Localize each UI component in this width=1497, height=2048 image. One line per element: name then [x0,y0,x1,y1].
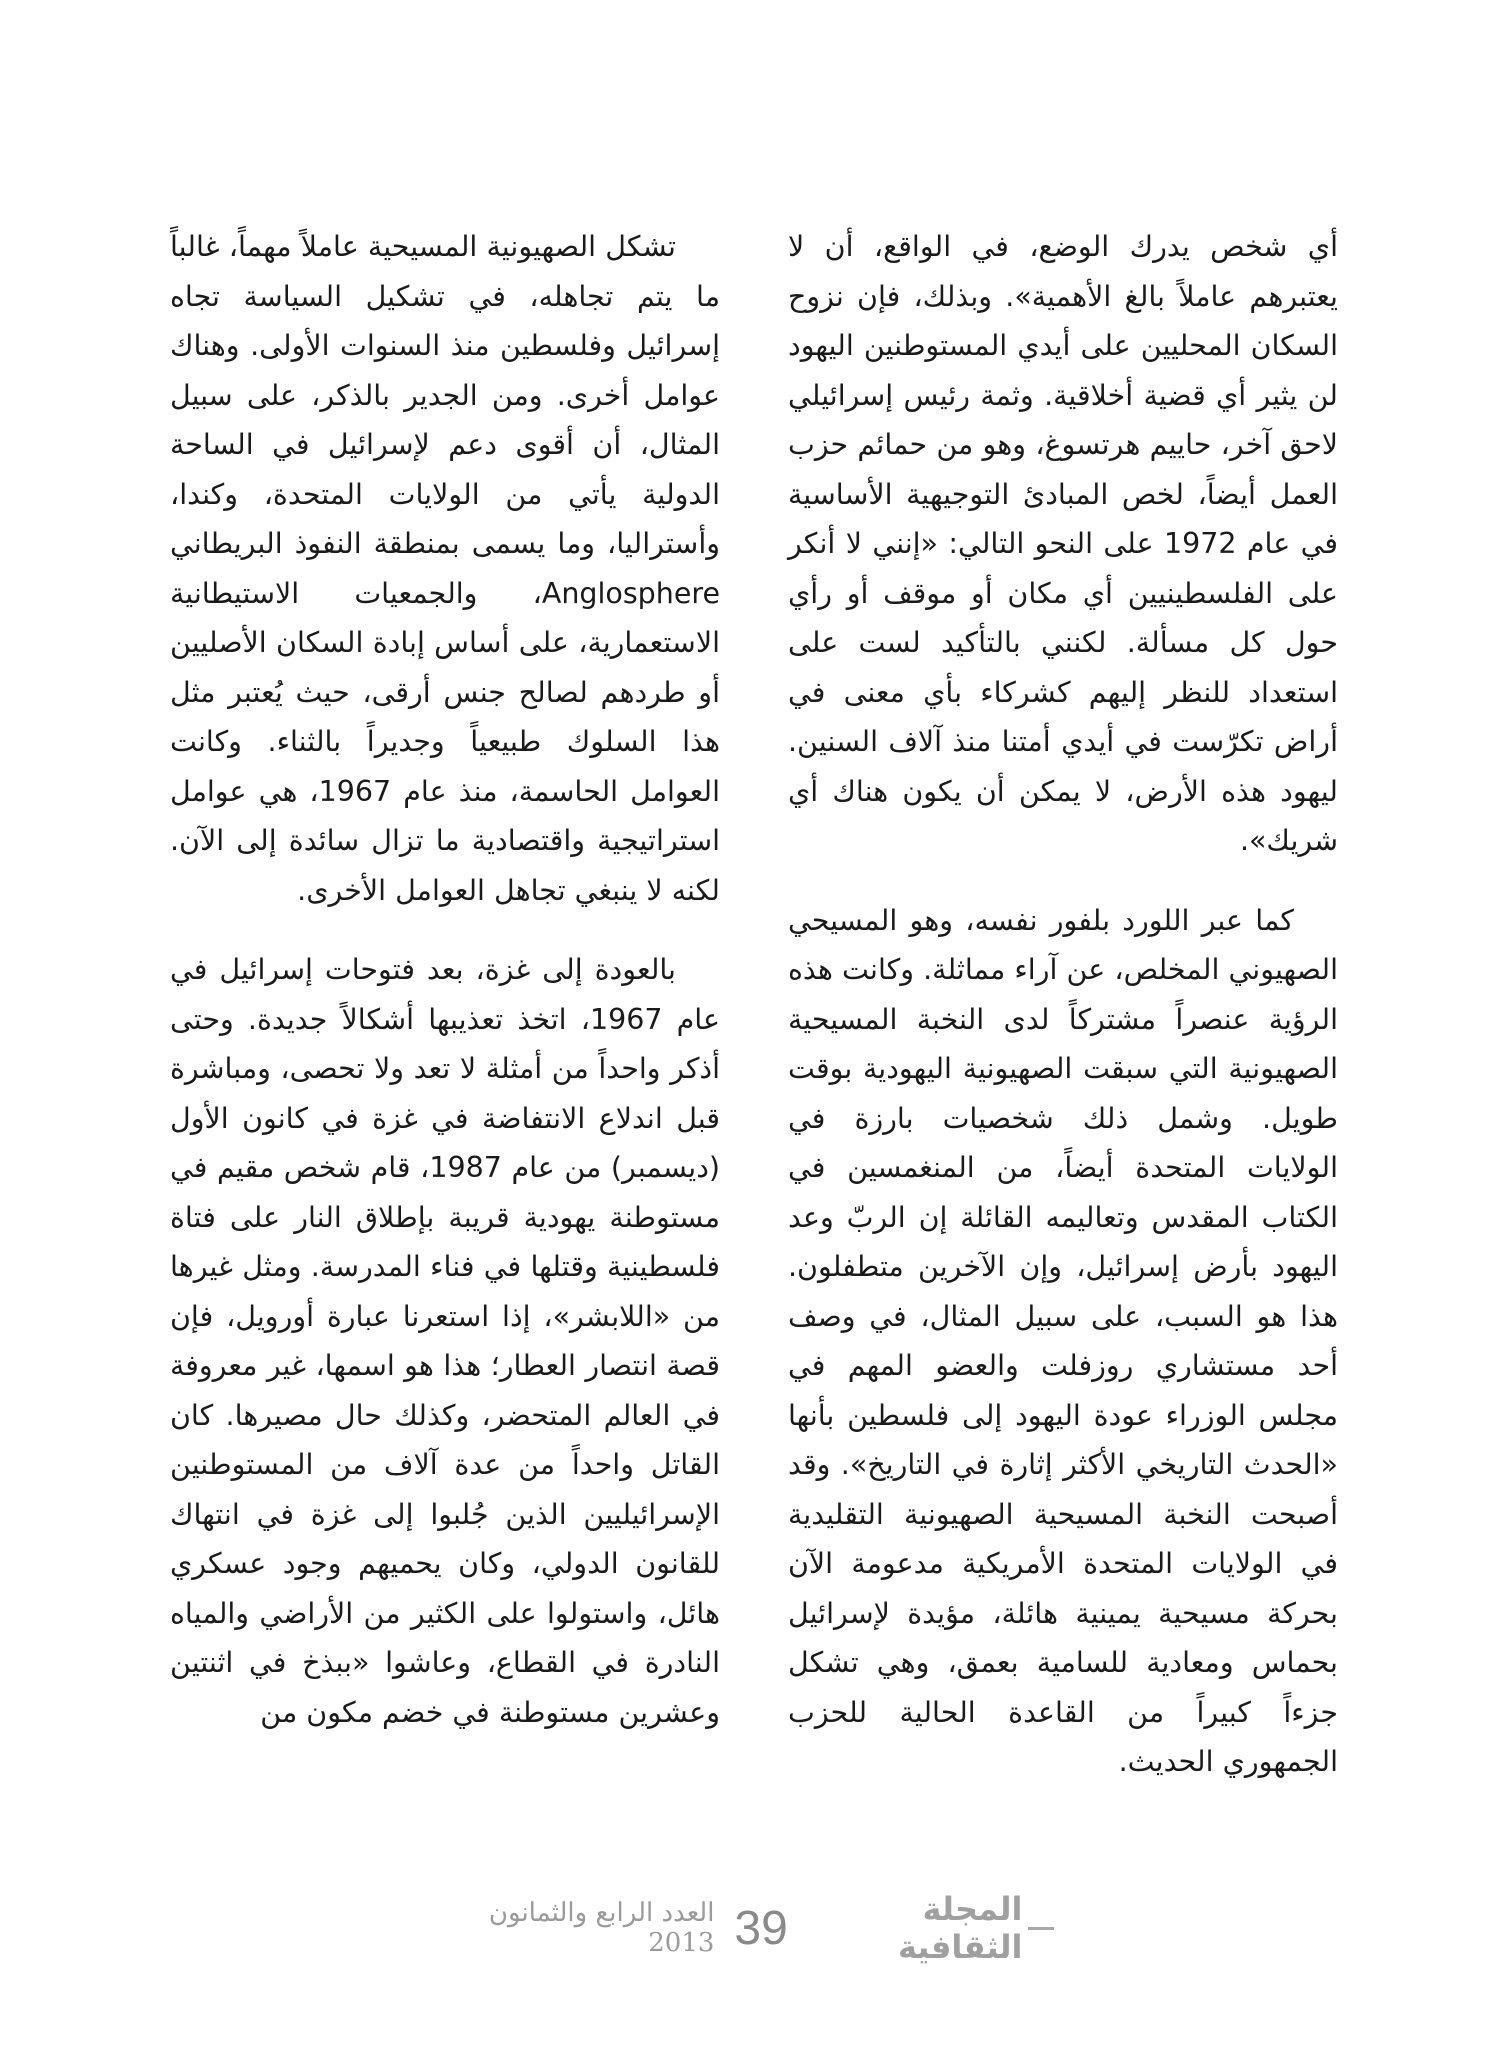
issue-label: العدد الرابع والثمانون 2013 [488,1898,715,1958]
magazine-logo [808,1890,1060,1966]
logo-bar-decoration [1028,1927,1054,1930]
text-column-right [788,222,1338,1787]
paragraph: بالعودة إلى غزة، بعد فتوحات إسرائيل في عام 1967، اتخذ تعذيبها أشكالاً جديدة. وحتى أذكر واحداً من أمثلة لا تعد ولا تحصى، ومباشرة قبل اندلاع الانتفاضة في غزة في كانون الأول (ديسمبر) من عام 1987، قام شخص مقيم في مستوطنة يهودية قريبة بإطلاق النار على فتاة فلسطينية وقتلها في فناء المدرسة. ومثل غيرها من «اللابشر»، إذا استعرنا عبارة أورويل، فإن قصة انتصار العطار؛ هذا هو اسمها، غير معروفة في العالم المتحضر، وكذلك حال مصيرها. كان القاتل واحداً من عدة آلاف من المستوطنين الإسرائيليين الذين جُلبوا إلى غزة في انتهاك للقانون الدولي، وكان يحميهم وجود عسكري هائل، واستولوا على الكثير من الأراضي والمياه النادرة في القطاع، وعاشوا «ببذخ في اثنتين وعشرين مستوطنة في خضم مكون من [170,953,721,1729]
paragraph: كما عبر اللورد بلفور نفسه، وهو المسيحي الصهيوني المخلص، عن آراء مماثلة. وكانت هذه الرؤية عنصراً مشتركاً لدى النخبة المسيحية الصهيونية التي سبقت الصهيونية اليهودية بوقت طويل. وشمل ذلك شخصيات بارزة في الولايات المتحدة أيضاً، من المنغمسين في الكتاب المقدس وتعاليمه القائلة إن الربّ وعد اليهود بأرض إسرائيل، وإن الآخرين متطفلون. هذا هو السبب، على سبيل المثال، في وصف أحد مستشاري روزفلت والعضو المهم في مجلس الوزراء عودة اليهود إلى فلسطين بأنها «الحدث التاريخي الأكثر إثارة في التاريخ». وقد أصبحت النخبة المسيحية الصهيونية التقليدية في الولايات المتحدة الأمريكية مدعومة الآن بحركة مسيحية يمينية هائلة، مؤيدة لإسرائيل بحماس ومعادية للسامية بعمق، وهي تشكل جزءاً كبيراً من القاعدة الحالية للحزب الجمهوري الحديث. [788,903,1338,1778]
paragraph: أي شخص يدرك الوضع، في الواقع، أن لا يعتبرهم عاملاً بالغ الأهمية». وبذلك، فإن نزوح السكان المحليين على أيدي المستوطنين اليهود لن يثير أي قضية أخلاقية. وثمة رئيس إسرائيلي لاحق آخر، حاييم هرتسوغ، وهو من حمائم حزب العمل أيضاً، لخص المبادئ التوجيهية الأساسية في عام 1972 على النحو التالي: «إنني لا أنكر على الفلسطينيين أي مكان أو موقف أو رأي حول كل مسألة. لكنني بالتأكيد لست على استعداد للنظر إليهم كشركاء بأي معنى في أراض تكرّست في أيدي أمتنا منذ آلاف السنين. ليهود هذه الأرض، لا يمكن أن يكون هناك أي شريك». [788,230,1338,857]
page-number: 39 [734,1901,788,1955]
text-column-left [170,222,720,1737]
magazine-name: المجلة الثقافية [897,1890,1023,1966]
page-footer [440,1890,1060,1966]
paragraph: تشكل الصهيونية المسيحية عاملاً مهماً، غالباً ما يتم تجاهله، في تشكيل السياسة تجاه إسرائيل وفلسطين منذ السنوات الأولى. وهناك عوامل أخرى. ومن الجدير بالذكر، على سبيل المثال، أن أقوى دعم لإسرائيل في الساحة الدولية يأتي من الولايات المتحدة، وكندا، وأستراليا، وما يسمى بمنطقة النفوذ البريطاني Anglosphere، والجمعيات الاستيطانية الاستعمارية، على أساس إبادة السكان الأصليين أو طردهم لصالح جنس أرقى، حيث يُعتبر مثل هذا السلوك طبيعياً وجديراً بالثناء. وكانت العوامل الحاسمة، منذ عام 1967، هي عوامل استراتيجية واقتصادية ما تزال سائدة إلى الآن. لكنه لا ينبغي تجاهل العوامل الأخرى. [170,230,720,907]
